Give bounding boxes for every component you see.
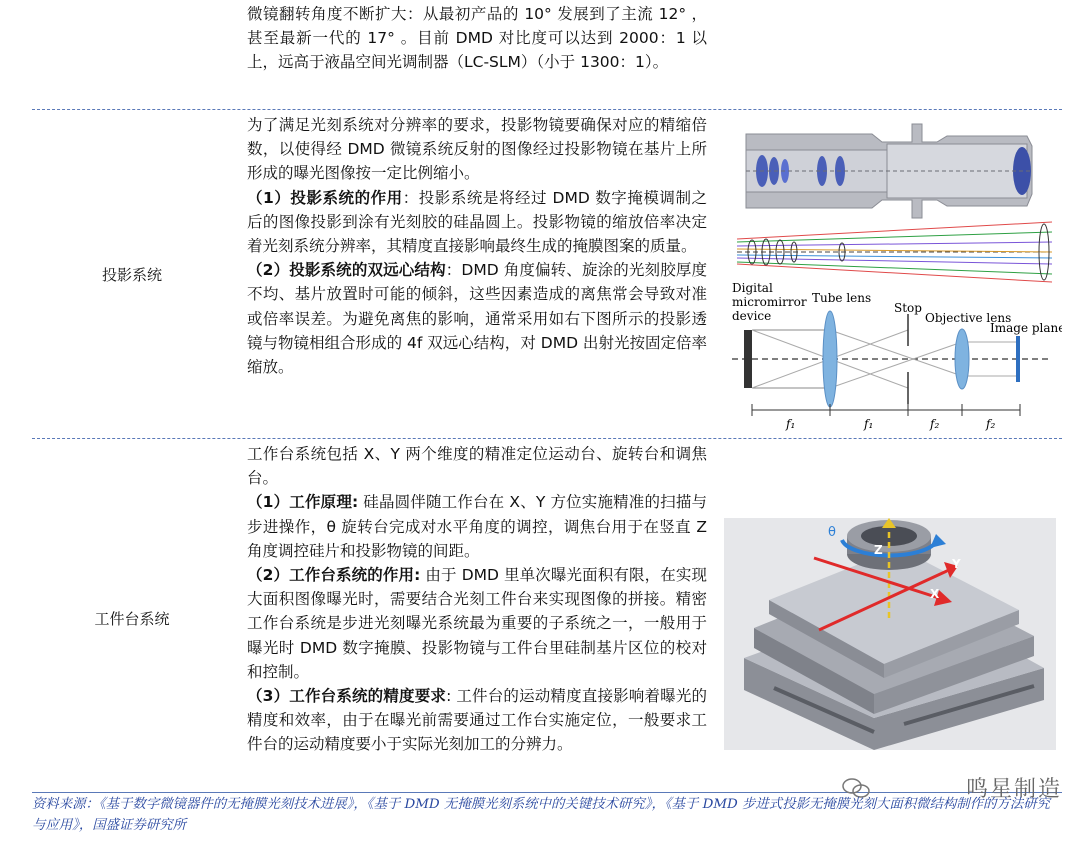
label-dmd-line3: device (732, 309, 772, 323)
projection-point-1 (247, 186, 707, 259)
projection-figure (722, 114, 1062, 434)
divider-2 (32, 438, 1062, 439)
projection-point-1-head: （1）投影系统的作用 (247, 188, 403, 207)
stage-point-1-head: （1）工作原理: (247, 493, 359, 512)
label-dmd-line2: micromirror (732, 295, 807, 309)
row-label-stage: 工件台系统 (94, 610, 170, 628)
divider-3 (32, 792, 1062, 793)
watermark-text: 鸣星制造 (965, 777, 1062, 802)
row-label-projection: 投影系统 (101, 266, 162, 284)
stage-point-2-body: 由于 DMD 里单次曝光面积有限，在实现大面积图像曝光时，需要结合光刻工件台来实现图像的拼接。精密工作台系统是步进光刻曝光系统最为重要的子系统之一，一般用于曝光时 DMD 数字掩膜、投影物镜与工件台里硅制基片区位的校对和控制。 (247, 566, 708, 681)
stage-point-1 (247, 490, 707, 563)
axis-y: Y (952, 557, 961, 571)
label-stop: Stop (894, 301, 922, 315)
projection-point-2-body: ：DMD 角度偏转、旋涂的光刻胶厚度不均、基片放置时可能的倾斜，这些因素造成的离焦常会导致对准或倍率误差。为避免离焦的影响，通常采用如右下图所示的投影透镜与物镜相组合形成的 4f 双远心结构，对 DMD 出射光按固定倍率缩放。 (247, 261, 707, 377)
telecentric-schematic (732, 281, 1062, 431)
stage-point-2 (247, 563, 707, 684)
stage-point-1-body: 硅晶圆伴随工作台在 X、Y 方位实施精准的扫描与步进操作，θ 旋转台完成对水平角度的调控，调焦台用于在竖直 Z 角度调控硅片和投影物镜的间距。 (247, 493, 707, 560)
projection-point-2-head: （2）投影系统的双远心结构 (247, 261, 446, 280)
label-f2-b: f₂ (986, 417, 996, 431)
label-image-plane: Image plane (990, 321, 1062, 335)
projection-point-1-body: ：投影系统是将经过 DMD 数字掩模调制之后的图像投影到涂有光刻胶的硅晶圆上。投影物镜的缩放倍率决定着光刻系统分辨率，其精度直接影响最终生成的掩膜图案的质量。 (247, 188, 707, 256)
stage-text (247, 442, 707, 757)
stage-figure (724, 518, 1056, 750)
top-row-text (247, 2, 707, 75)
label-dmd-line1: Digital (732, 281, 773, 295)
label-f1-b: f₁ (864, 417, 874, 431)
stage-intro: 工作台系统包括 X、Y 两个维度的精准定位运动台、旋转台和调焦台。 (247, 445, 707, 488)
label-f1-a: f₁ (786, 417, 796, 431)
projection-point-2 (247, 258, 707, 379)
axis-x: X (930, 587, 940, 601)
label-objective-lens: Objective lens (925, 311, 1012, 325)
stage-point-3 (247, 684, 707, 757)
top-paragraph: 微镜翻转角度不断扩大：从最初产品的 10° 发展到了主流 12° ，甚至最新一代的 17° 。目前 DMD 对比度可以达到 2000：1 以上，远高于液晶空间光调制器（LC-SLM）（小于 1300：1）。 (247, 5, 707, 72)
axis-z: Z (874, 543, 883, 557)
projection-figure-svg (722, 114, 1062, 434)
stage-figure-svg (724, 518, 1056, 750)
projection-text (247, 113, 707, 379)
projection-intro: 为了满足光刻系统对分辨率的要求，投影物镜要确保对应的精缩倍数，以使得经 DMD 微镜系统反射的图像经过投影物镜在基片上所形成的曝光图像按一定比例缩小。 (247, 116, 707, 183)
ray-trace-illustration (737, 222, 1052, 282)
stage-point-3-head: （3）工作台系统的精度要求 (247, 687, 447, 706)
stage-point-3-body: : 工件台的运动精度直接影响着曝光的精度和效率，由于在曝光前需要通过工作台实施定位，一般要求工件台的运动精度要小于实际光刻加工的分辨力。 (247, 687, 707, 754)
axis-theta: θ (828, 525, 836, 540)
source-note: 资料来源：《基于数字微镜器件的无掩膜光刻技术进展》，《基于 DMD 无掩膜光刻系统中的关键技术研究》，《基于 DMD 步进式投影无掩膜光刻大面积微结构制作的方法研究与应用》，国盛证券研究所 (32, 797, 1051, 833)
stage-point-2-head: （2）工作台系统的作用: (247, 566, 421, 585)
divider-1 (32, 109, 1062, 110)
label-tube-lens: Tube lens (812, 291, 872, 305)
label-f2-a: f₂ (930, 417, 940, 431)
lens-barrel-illustration (744, 120, 1032, 230)
